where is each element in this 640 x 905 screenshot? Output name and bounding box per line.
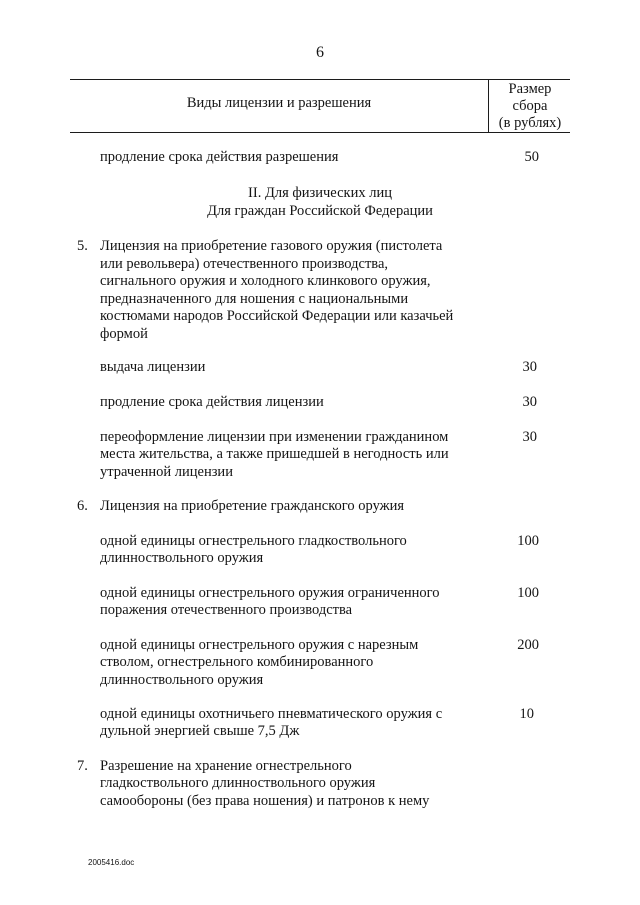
subitem-text: выдача лицензии xyxy=(100,359,206,375)
prev-item-fee: 50 xyxy=(524,149,539,165)
item5-text-line: формой xyxy=(100,326,148,342)
item5-text-line: предназначенного для ношения с национальными xyxy=(100,291,409,307)
subitem-fee: 200 xyxy=(517,637,539,653)
subitem-text: поражения отечественного производства xyxy=(100,602,353,618)
item6-text-line: Лицензия на приобретение гражданского оружия xyxy=(100,498,405,514)
subitem-fee: 100 xyxy=(517,585,539,601)
subitem-text: стволом, огнестрельного комбинированного xyxy=(100,654,374,670)
subitem-text: длинноствольного оружия xyxy=(100,550,264,566)
fee-header-line: (в рублях) xyxy=(498,115,562,131)
subitem-fee: 30 xyxy=(522,429,537,445)
item5-text-line: костюмами народов Российской Федерации или казачьей xyxy=(100,308,454,324)
subitem-text: утраченной лицензии xyxy=(100,464,233,480)
subitem-fee: 10 xyxy=(519,706,534,722)
subitem-text: места жительства, а также пришедшей в негодность или xyxy=(100,446,449,462)
subitem-text: продление срока действия лицензии xyxy=(100,394,324,410)
table-header-fee-column xyxy=(489,81,571,132)
section-heading-line1: II. Для физических лиц xyxy=(248,185,392,201)
item5-text-line: Лицензия на приобретение газового оружия (пистолета xyxy=(100,238,443,254)
footer-filename: 2005416.doc xyxy=(88,858,135,867)
prev-item-text: продление срока действия разрешения xyxy=(100,149,339,165)
subitem-text: одной единицы огнестрельного оружия ограниченного xyxy=(100,585,440,601)
subitem-text: одной единицы огнестрельного гладкоствольного xyxy=(100,533,407,549)
item7-text-line: самообороны (без права ношения) и патронов к нему xyxy=(100,793,430,809)
fee-header-line: Размер xyxy=(508,81,552,97)
subitem-text: длинноствольного оружия xyxy=(100,672,264,688)
table-header-top-rule xyxy=(70,79,570,80)
item-number: 5. xyxy=(77,238,88,254)
table-header-license-types: Виды лицензии и разрешения xyxy=(186,95,372,111)
subitem-text: дульной энергией свыше 7,5 Дж xyxy=(100,723,300,739)
subitem-text: одной единицы охотничьего пневматического оружия с xyxy=(100,706,443,722)
item-number: 7. xyxy=(77,758,88,774)
item5-text-line: или револьвера) отечественного производства, xyxy=(100,256,389,272)
page-number: 6 xyxy=(316,44,324,61)
section-heading-line2: Для граждан Российской Федерации xyxy=(207,203,433,219)
subitem-fee: 30 xyxy=(522,359,537,375)
item7-text-line: Разрешение на хранение огнестрельного xyxy=(100,758,352,774)
subitem-text: переоформление лицензии при изменении гражданином xyxy=(100,429,449,445)
table-header-bottom-rule xyxy=(70,132,570,133)
subitem-fee: 30 xyxy=(522,394,537,410)
item5-text-line: сигнального оружия и холодного клинкового оружия, xyxy=(100,273,431,289)
subitem-text: одной единицы огнестрельного оружия с нарезным xyxy=(100,637,419,653)
subitem-fee: 100 xyxy=(517,533,539,549)
fee-header-line: сбора xyxy=(512,98,548,114)
item-number: 6. xyxy=(77,498,88,514)
item7-text-line: гладкоствольного длинноствольного оружия xyxy=(100,775,376,791)
